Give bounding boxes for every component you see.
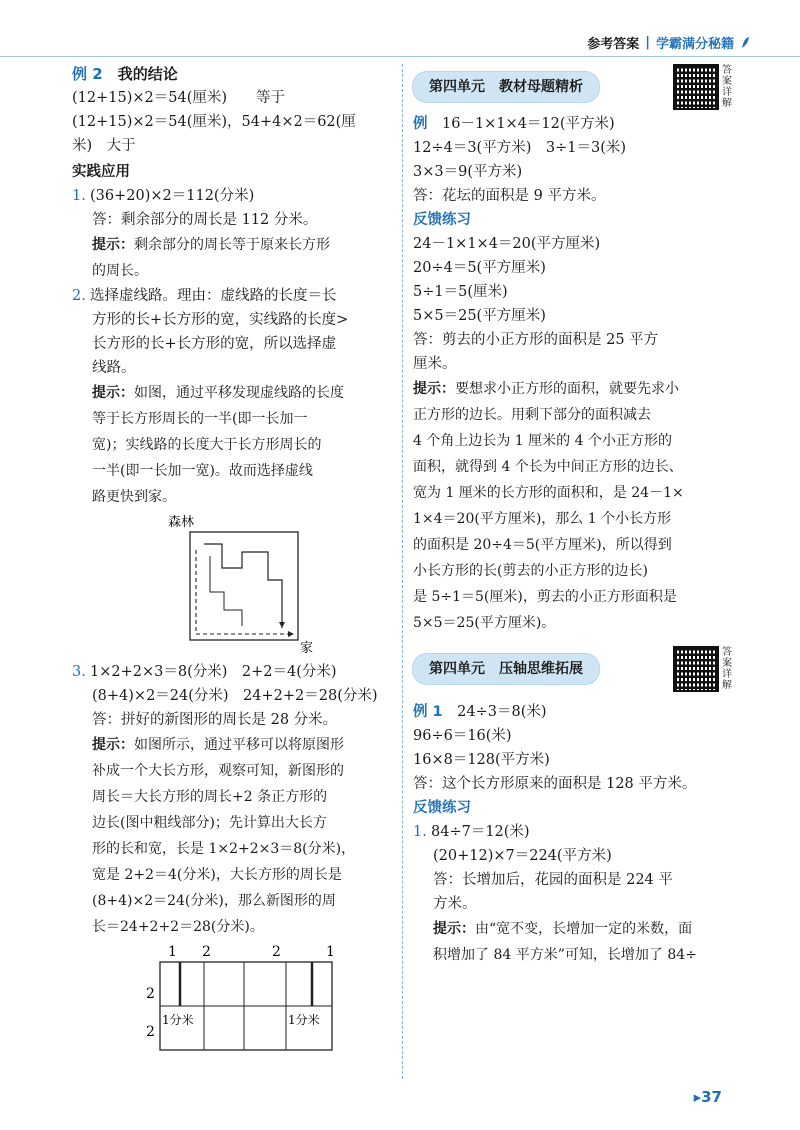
arrow-icon [279,622,285,628]
arrow-icon [288,631,294,637]
section-1-title: 第四单元 教材母题精析 [413,72,599,102]
example-2-heading: 例 2 我的结论 [72,65,178,83]
dim-label: 2 [272,944,281,960]
header-brand: 学霸满分秘籍 [655,37,734,52]
feedback-1-line: 5×5＝25(平方厘米) [413,308,546,324]
forest-label: 森林 [168,515,195,530]
feedback-1-line: 厘米。 [413,356,457,372]
feedback-2-line: (20+12)×7＝224(平方米) [433,848,612,864]
dim-label: 2 [202,944,211,960]
qr-label: 答案详解 [722,65,732,109]
example-2-line: (12+15)×2＝54(厘米)，54+4×2＝62(厘 [72,114,356,130]
example-line: 答：花坛的面积是 9 平方米。 [413,188,606,204]
example-line: 12÷4＝3(平方米) 3÷1＝3(米) [413,140,627,156]
dim-label: 1 [168,944,177,960]
q3-tip: 提示：如图所示，通过平移可以将原图形 补成一个大长方形，观察可知，新图形的 周长＝大长方形的周长+2 条正方形的 边长(图中粗线部分)；先计算出大长方 形的长和宽，长是 1×2+2×3＝8(分米)， 宽是 2+2＝4(分米)，大长方形的周长是 (8+4)×2＝24(分米)，那么新图形的周 长＝24+2+2＝28(分米)。 [92,737,356,935]
q2-tip: 提示：如图，通过平移发现虚线路的长度 等于长方形周长的一半(即一长加一 宽)；实线路的长度大于长方形周长的 一半(即一长加一宽)。故而选择虚线 路更快到家。 [92,385,344,505]
page-header [587,33,750,52]
q3-line: 3. 1×2+2×3＝8(分米) 2+2＝4(分米) [72,664,337,680]
feedback-2-tip: 提示：由“宽不变，长增加一定的米数，面 积增加了 84 平方米”可知，长增加了 84÷ [433,921,697,963]
q1-tip: 提示：剩余部分的周长等于原来长方形 的周长。 [92,237,330,279]
header-separator: | [645,35,650,50]
feedback-1-line: 5÷1＝5(厘米) [413,284,508,300]
q2-line: 线路。 [92,360,136,376]
feedback-2-heading: 反馈练习 [413,800,471,816]
inner-path [210,556,242,626]
qr-code-icon[interactable] [673,646,719,692]
example-1-line: 96÷6＝16(米) [413,728,512,744]
page-number: ▸37 [693,1088,722,1106]
example-line: 例 16－1×1×4＝12(平方米) [413,116,615,132]
q3-line: (8+4)×2＝24(分米) 24+2+2＝28(分米) [92,688,378,704]
example-1-line: 答：这个长方形原来的面积是 128 平方米。 [413,776,697,792]
leaf-icon [740,36,750,50]
q2-line: 2. 选择虚线路。理由：虚线路的长度＝长 [72,288,337,304]
feedback-2-line: 方米。 [433,896,477,912]
right-column [413,62,733,968]
section-2-title: 第四单元 压轴思维拓展 [413,654,599,684]
example-line: 3×3＝9(平方米) [413,164,523,180]
cell-label: 1分米 [162,1013,194,1027]
q1-line: 1. (36+20)×2＝112(分米) [72,188,255,204]
qr-code-icon[interactable] [673,64,719,110]
feedback-1-line: 答：剪去的小正方形的面积是 25 平方 [413,332,659,348]
q3-line: 答：拼好的新图形的周长是 28 分米。 [92,712,338,728]
example-2-line: 米) 大于 [72,138,136,154]
header-title: 参考答案 [587,37,640,52]
feedback-1-tip: 提示：要想求小正方形的面积，就要先求小 正方形的边长。用剩下部分的面积减去 4 个角上边长为 1 厘米的 4 个小正方形的 面积，就得到 4 个长为中间正方形的边长、 宽为 1 厘米的长方形的面积和，是 24－1× 1×4＝20(平方厘米)，那么 1 个小长方形 的面积是 20÷4＝5(平方厘米)，所以得到 小长方形的长(剪去的小正方形的边长) 是 5÷1＝5(厘米)，剪去的小正方形面积是 5×5＝25(平方厘米)。 [413,381,684,631]
cell-label: 1分米 [288,1013,320,1027]
header-rule [0,56,800,57]
solid-path [204,544,282,628]
column-divider [402,64,403,1079]
feedback-1-line: 24－1×1×4＝20(平方厘米) [413,236,601,252]
dim-label: 2 [146,986,155,1002]
practice-heading: 实践应用 [72,164,130,180]
home-label: 家 [300,641,314,656]
left-column [72,62,394,1052]
section-2-row [413,644,733,694]
section-1-row [413,62,733,112]
qr-label: 答案详解 [722,647,732,691]
q1-line: 答：剩余部分的周长是 112 分米。 [92,212,318,228]
dim-label: 2 [146,1024,155,1040]
example-1-line: 16×8＝128(平方米) [413,752,550,768]
path-diagram [72,510,394,660]
dim-label: 1 [326,944,335,960]
example-1-line: 例 1 24÷3＝8(米) [413,704,547,720]
feedback-2-line: 1. 84÷7＝12(米) [413,824,530,840]
feedback-2-line: 答：长增加后，花园的面积是 224 平 [433,872,673,888]
composite-figure [72,942,394,1052]
q2-line: 方形的长+长方形的宽，实线路的长度> [92,312,349,328]
example-2-line: (12+15)×2＝54(厘米) 等于 [72,90,286,106]
q2-line: 长方形的长+长方形的宽，所以选择虚 [92,336,337,352]
feedback-1-line: 20÷4＝5(平方厘米) [413,260,546,276]
feedback-1-heading: 反馈练习 [413,212,471,228]
